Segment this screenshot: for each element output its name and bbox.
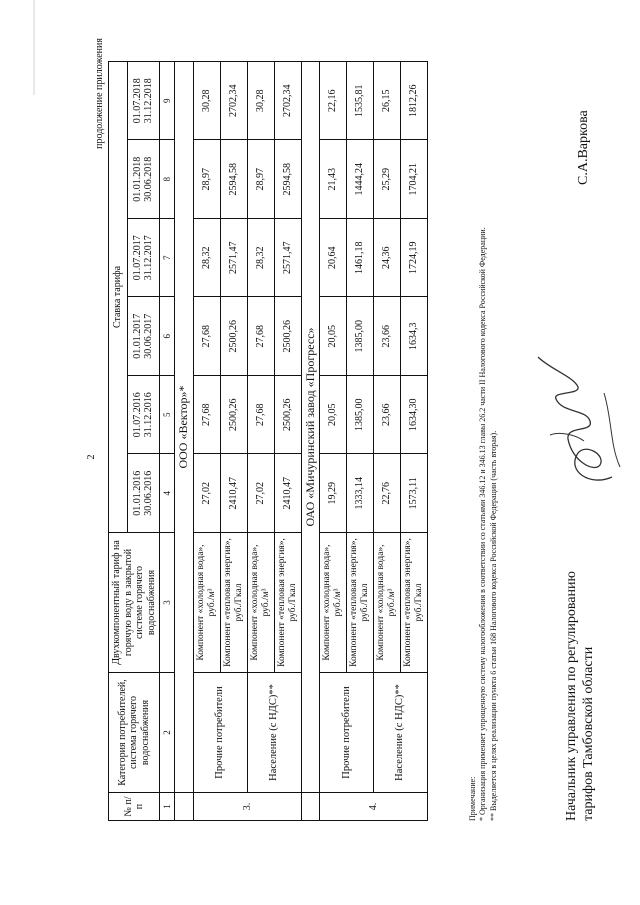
organization-name: ООО «Вектор»*	[175, 62, 194, 793]
rate-value: 1461,18	[347, 219, 374, 298]
rate-value: 28,32	[247, 219, 274, 298]
column-number: 7	[160, 219, 175, 298]
note-2: ** Выделяется в целях реализации пункта 6 статьи 168 Налогового кодекса Российской Федерации (часть вторая).	[488, 430, 498, 821]
rate-value: 1385,00	[347, 376, 374, 455]
notes	[468, 61, 499, 821]
column-number: 4	[160, 454, 175, 533]
rate-value: 26,15	[374, 62, 401, 141]
rate-value: 2410,47	[220, 454, 247, 533]
header-num: № п/п	[109, 793, 160, 821]
consumer-category: Прочие потребители	[320, 673, 374, 793]
rate-value: 2571,47	[220, 219, 247, 298]
rate-value: 1634,30	[400, 376, 427, 455]
rate-value: 1535,81	[347, 62, 374, 141]
column-number: 6	[160, 297, 175, 376]
consumer-category: Население (с НДС)**	[247, 673, 301, 793]
rate-value: 27,68	[194, 376, 221, 455]
signatory-title	[564, 571, 597, 821]
header-tariff-type: Двухкомпонентный тариф на горячую воду в закрытой системе горячего водоснабжения	[109, 533, 160, 673]
rate-value: 21,43	[320, 140, 347, 219]
tariff-component: Компонент «тепловая энергия», руб./Гкал	[400, 533, 427, 673]
signatory-title-line1: Начальник управления по регулированию	[564, 571, 579, 821]
consumer-category: Прочие потребители	[194, 673, 248, 793]
rate-value: 28,97	[247, 140, 274, 219]
column-number: 2	[160, 673, 175, 793]
handwritten-signature	[520, 345, 635, 495]
rate-value: 27,02	[247, 454, 274, 533]
note-1: * Организация применяет упрощенную систему налогообложения в соответствии со статьями 346.12 и 346.13 главы 26.2 части II Налогового кодекса Российской Федерации.	[478, 227, 488, 821]
rate-value: 1812,26	[400, 62, 427, 141]
tariff-component: Компонент «холодная вода», руб./м³	[247, 533, 274, 673]
table-row	[194, 62, 221, 821]
column-number: 3	[160, 533, 175, 673]
tariff-component: Компонент «тепловая энергия», руб./Гкал	[347, 533, 374, 673]
rate-value: 24,36	[374, 219, 401, 298]
rate-value: 22,76	[374, 454, 401, 533]
rate-value: 1573,11	[400, 454, 427, 533]
rate-value: 28,97	[194, 140, 221, 219]
rate-value: 27,68	[247, 376, 274, 455]
tariff-table	[108, 61, 428, 821]
rate-value: 1634,3	[400, 297, 427, 376]
rate-value: 1385,00	[347, 297, 374, 376]
table-row	[320, 62, 347, 821]
column-number: 1	[160, 793, 175, 821]
rate-value: 1444,24	[347, 140, 374, 219]
org-spacer	[175, 793, 194, 821]
period-header: 01.07.2017 31.12.2017	[127, 219, 159, 298]
column-number: 5	[160, 376, 175, 455]
column-number: 9	[160, 62, 175, 141]
organization-row	[175, 62, 194, 821]
period-header: 01.01.2017 30.06.2017	[127, 297, 159, 376]
rate-value: 28,32	[194, 219, 221, 298]
rate-value: 27,68	[247, 297, 274, 376]
tariff-component: Компонент «холодная вода», руб./м³	[194, 533, 221, 673]
rate-value: 2500,26	[274, 297, 301, 376]
notes-title: Примечание:	[468, 776, 477, 821]
header-rate: Ставка тарифа	[109, 62, 128, 533]
rate-value: 30,28	[247, 62, 274, 141]
rate-value: 2500,26	[220, 297, 247, 376]
header-category: Категория потребителей, система горячего водоснабжения	[109, 673, 160, 793]
rate-value: 2594,58	[220, 140, 247, 219]
rate-value: 1704,21	[400, 140, 427, 219]
signatory-title-line2: тарифов Тамбовской области	[580, 646, 596, 821]
tariff-component: Компонент «тепловая энергия», руб./Гкал	[274, 533, 301, 673]
rate-value: 1333,14	[347, 454, 374, 533]
rate-value: 2500,26	[274, 376, 301, 455]
rate-value: 30,28	[194, 62, 221, 141]
row-index: 4.	[320, 793, 427, 821]
organization-name: ОАО «Мичуринский завод «Прогресс»	[301, 62, 320, 793]
rate-value: 27,68	[194, 297, 221, 376]
page-number: 2	[86, 454, 97, 460]
rate-value: 25,29	[374, 140, 401, 219]
rate-value: 2702,34	[220, 62, 247, 141]
rate-value: 1724,19	[400, 219, 427, 298]
organization-row	[301, 62, 320, 821]
period-header: 01.01.2016 30.06.2016	[127, 454, 159, 533]
rate-value: 27,02	[194, 454, 221, 533]
rate-value: 23,66	[374, 297, 401, 376]
rate-value: 2500,26	[220, 376, 247, 455]
org-spacer	[301, 793, 320, 821]
tariff-component: Компонент «холодная вода», руб./м³	[374, 533, 401, 673]
table-row	[247, 62, 274, 821]
continuation-label: продолжение приложения	[94, 38, 105, 149]
column-number: 8	[160, 140, 175, 219]
tariff-component: Компонент «тепловая энергия», руб./Гкал	[220, 533, 247, 673]
rate-value: 20,05	[320, 376, 347, 455]
column-number-row	[160, 62, 175, 821]
period-header: 01.07.2016 31.12.2016	[127, 376, 159, 455]
rate-value: 22,16	[320, 62, 347, 141]
period-header: 01.07.2018 31.12.2018	[127, 62, 159, 141]
rate-value: 20,05	[320, 297, 347, 376]
rate-value: 20,64	[320, 219, 347, 298]
rate-value: 2594,58	[274, 140, 301, 219]
rate-value: 2571,47	[274, 219, 301, 298]
rate-value: 2702,34	[274, 62, 301, 141]
consumer-category: Население (с НДС)**	[374, 673, 428, 793]
row-index: 3.	[194, 793, 301, 821]
table-row	[374, 62, 401, 821]
rate-value: 2410,47	[274, 454, 301, 533]
rate-value: 19,29	[320, 454, 347, 533]
period-header: 01.01.2018 30.06.2018	[127, 140, 159, 219]
rate-value: 23,66	[374, 376, 401, 455]
signatory-name: С.А.Варкова	[576, 110, 591, 185]
tariff-component: Компонент «холодная вода», руб./м³	[320, 533, 347, 673]
